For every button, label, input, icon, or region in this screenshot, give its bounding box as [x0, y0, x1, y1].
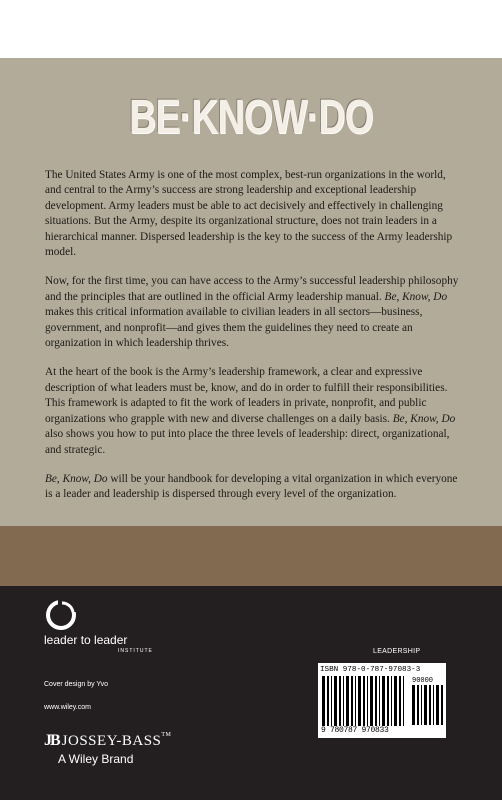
- logo-subtext: INSTITUTE: [118, 648, 153, 654]
- barcode-digits: 9 780787 970833: [321, 726, 389, 735]
- publisher-name: JOSSEY-BASS: [61, 733, 162, 749]
- barcode-icon: [322, 676, 408, 726]
- isbn-text: ISBN 978-0-787-97083-3: [320, 666, 421, 674]
- leader-to-leader-logo-icon: [44, 598, 78, 632]
- brown-band: [0, 526, 502, 586]
- publisher-brand: A Wiley Brand: [58, 752, 134, 766]
- publisher-url: www.wiley.com: [44, 704, 91, 711]
- price-barcode-icon: [412, 685, 444, 725]
- book-title: BE·KNOW·DO: [129, 91, 373, 144]
- price-code: 90000: [412, 677, 434, 685]
- description-text: [45, 168, 459, 517]
- paragraph-4: Be, Know, Do will be your handbook for developing a vital organization in which everyone is a leader and leadership is dispersed through every level of the organization.: [45, 472, 458, 501]
- trademark-mark: TM: [161, 732, 172, 738]
- publisher-logo: [44, 732, 171, 750]
- paragraph-3: At the heart of the book is the Army’s leadership framework, a clear and expressive description of what leaders must be, know, and do in order to fulfill their responsibilities. This framework is adapted to fit the work of leaders in private, nonprofit, and public organizations who grapple with new and diverse challenges on a daily basis. Be, Know, Do also shows you how to put into place the three levels of leadership: direct, organizational, and strategic.: [45, 366, 456, 456]
- category-label: LEADERSHIP: [373, 648, 421, 655]
- paragraph-1: The United States Army is one of the most complex, best-run organizations in the world, and central to the Army’s success are strong leadership and exceptional leadership development. Army leaders must be able to act decisively and effectively in challenging situations. But the Army, despite its organizational structure, does not train leaders in a hierarchical manner. Dispersed leadership is the key to the success of the Army leadership model.: [45, 169, 453, 259]
- publisher-mark: JB: [44, 732, 59, 749]
- top-margin: [0, 0, 502, 58]
- paragraph-2: Now, for the first time, you can have access to the Army’s successful leadership philosophy and the principles that are outlined in the official Army leadership manual. Be, Know, Do makes this critical information available to civilian leaders in all sectors—business, government, and nonprofit—and gives them the guidelines they need to create an organization in which leadership thrives.: [45, 275, 459, 350]
- cover-design-credit: Cover design by Yvo: [44, 681, 109, 688]
- logo-text: leader to leader: [44, 633, 128, 647]
